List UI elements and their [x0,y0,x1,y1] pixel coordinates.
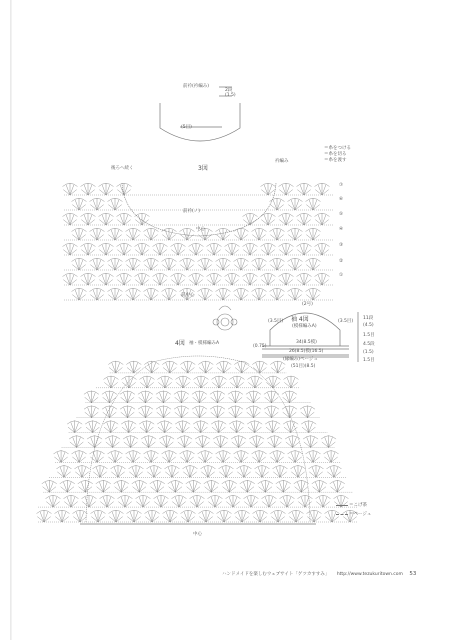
legend-swatch-beige [336,514,348,515]
fig3-continue-label: 後ろへ続く [111,166,134,171]
fig3-row-mark: ② [339,259,344,264]
fig3-edge-label: 衿編み [275,159,289,164]
fig3-front-label: 前衿(ノ) [183,209,201,214]
neck-title: 前衿(衿編み) [183,84,210,89]
page-number: 53 [409,571,417,577]
fig3-row-mark: ⑥ [339,197,344,202]
footer-url[interactable]: http://www.tezukuritown.com [336,572,403,577]
sleeve-dim-right: (1.5) [363,350,374,355]
rose-ornament [213,306,237,330]
neck-rows-sub: (1.5) [225,93,236,98]
legend-swatch-brown [336,505,348,506]
sleeve-dim-left: (0.75) [253,344,267,349]
legend-cut-yarn: ＝糸を切る [324,152,347,157]
page-footer [222,571,416,577]
sleeve-edge-sub: (51目)(8.5) [291,364,316,369]
sleeve-width-a: 34(8.5模) [296,340,317,345]
sleeve-width-b: 26(8.5)模(16.5) [289,349,324,354]
fig4-subtitle: 袖・模様編みA [189,341,220,346]
fig4-center-label: 中心 [193,532,202,537]
legend-brown: ＝こげ茶 [349,503,367,508]
sleeve-top-left: (2号) [302,302,313,307]
neck-width-label: (5目) [181,125,192,130]
sleeve-dim-right: 11段 [363,316,374,321]
neck-rows-label: 2段 [225,88,233,93]
sleeve-title: 袖 4図 [291,316,309,323]
sleeve-side-right: (3.5目) [338,319,354,324]
legend-beige: ＝ページュ [349,512,372,517]
fig3-row-mark: ③ [339,243,344,248]
sleeve-dim-right: 1.5目 [363,333,375,338]
fig4-stitch-chart [37,356,359,524]
legend-attach-yarn: ＝糸をつける [324,146,351,151]
fig3-row-mark: ⑦ [339,183,344,188]
sleeve-side-left: (3.5目) [268,319,284,324]
footer-text: ハンドメイドを楽しむウェブサイト「ゲツカすすみ」 [222,572,330,577]
sleeve-dim-right: 1.5目 [363,358,375,363]
legend-carry-yarn: ＝糸を渡す [324,158,347,163]
sleeve-dim-right: 4.5段 [363,342,375,347]
fig4-title: 4図 [175,340,185,347]
fig3-bottom-label: 前中心 [181,293,195,298]
fig3-stitch-chart [63,183,335,300]
fig3-row-mark: ⑤ [339,212,344,217]
fig3-row-mark: ④ [339,227,344,232]
fig3-row-mark: ① [339,273,344,278]
sleeve-dim-right: (4.5) [363,323,374,328]
fig3-center-label: 中心 [196,227,205,232]
sleeve-subtitle: (模様編みA) [292,324,317,329]
sleeve-edge-label: (縁編み)ページュ [283,357,318,362]
fig3-title: 3図 [198,165,208,172]
